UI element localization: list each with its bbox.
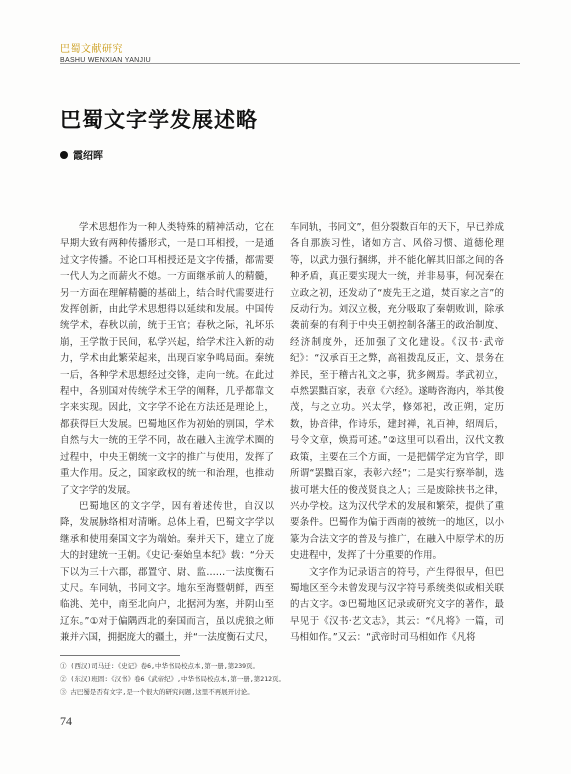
body-column-right	[290, 220, 504, 647]
article-title: 巴蜀文字学发展述略	[60, 108, 258, 132]
journal-name-en: BASHU WENXIAN YANJIU	[60, 57, 151, 64]
header-rule	[60, 63, 520, 64]
running-head	[60, 40, 151, 64]
footnotes	[60, 660, 520, 699]
footnote: ① (西汉)司马迁:《史记》卷6,中华书局校点本,第一册,第239页。	[60, 662, 260, 670]
author-name: 霞绍晖	[73, 151, 103, 162]
journal-name-cn: 巴蜀文献研究	[60, 44, 123, 55]
paragraph: 车同轨，书同文”，但分裂数百年的天下，早已养成各自那族习性，诸如方言、风俗习惯、道德伦理等，以武力强行捆绑，并不能化解其旧部之间的各种矛盾，真正要实现大一统，并非易事，何况秦在立政之初，还发动了“废先王之道，焚百家之言”的反动行为。刘汉立极，充分吸取了秦朝败训，除承袭前秦的有利于中央王朝控制各藩王的政治制度、经济制度外，还加强了文化建设。《汉书·武帝纪》：“汉承百王之弊，高祖拨乱反正，文、景务在养民，至于稽古礼文之事，犹多阙焉。孝武初立，卓然罢黜百家，表章《六经》。遂畴咨海内，举其俊茂，与之立功。兴太学，修郊祀，改正朔，定历数，协音律，作诗乐，建封禅，礼百神，绍周后，号令文章，焕焉可述。”②这里可以看出，汉代文教政策，主要在三个方面，一是把儒学定为官学，即所谓“罢黜百家，表彰六经”；二是实行察举制，选拔可堪大任的俊茂贤良之人；三是废除挟书之律，兴办学校。这为汉代学术的发展和繁荣，提供了重要条件。巴蜀作为偏于西南的被统一的地区，以小篆为合法文字的普及与推广，在融入中原学术的历史进程中，发挥了十分重要的作用。	[290, 222, 504, 562]
paragraph: 学术思想作为一种人类特殊的精神活动，它在早期大致有两种传播形式，一是口耳相授，一是通过文字传播。不论口耳相授还是文字传播，都需要一代人为之而薪火不熄。一方面继承前人的精髓，另一方面在理解精髓的基础上，结合时代需要进行发挥创新，由此学术思想得以延续和发展。中国传统学术，春秋以前，统于王官；春秋之际，礼坏乐崩，王学散于民间，私学兴起，给学术注入新的动力，学术由此繁荣起来，出现百家争鸣局面。秦统一后，各种学术思想经过交锋，走向一统。在此过程中，各别国对传统学术王学的阐释，几乎都靠文字来实现。因此，文字学不论在方法还是理论上，都获得巨大发展。巴蜀地区作为初始的别国，学术自然与大一统的王学不同，故在融入主流学术圈的过程中，中央王朝统一文字的推广与使用，发挥了重大作用。反之，国家政权的统一和治理，也推动了文字学的发展。	[60, 222, 274, 496]
body-column-left	[60, 220, 274, 647]
bullet-icon	[60, 151, 68, 159]
paragraph: 文字作为记录语言的符号，产生得很早，但巴蜀地区至今未曾发现与汉字符号系统类似或相关联的古文字。③巴蜀地区记录或研究文字的著作，最早见于《汉书·艺文志》，其云：“《凡将》一篇，司马相如作。”又云：“武帝时司马相如作《凡将	[290, 566, 504, 644]
footnote: ③ 古巴蜀是否有文字,是一个很大的研究问题,这里不再展开讨论。	[60, 688, 254, 696]
footnote-rule	[60, 655, 180, 656]
footnote: ② (东汉)班固:《汉书》卷6《武帝纪》,中华书局校点本,第一册,第212页。	[60, 675, 286, 683]
paragraph: 巴蜀地区的文字学，因有着述传世，自汉以降，发展脉络相对清晰。总体上看，巴蜀文字学以继承和使用秦国文字为端始。秦并天下，建立了庞大的封建统一王朝。《史记·秦始皇本纪》载：“分天下以为三十六郡，郡置守、尉、监……一法度衡石丈尺。车同轨，书同文字。地东至海暨朝鲜，西至临洮、羌中，南至北向户，北据河为塞，并阴山至辽东。”①对于偏隅西北的秦国而言，虽以虎狼之师兼并六国，拥据庞大的疆土，并“一法度衡石丈尺，	[60, 500, 274, 644]
author-line	[60, 147, 103, 162]
page-number: 74	[60, 714, 72, 728]
